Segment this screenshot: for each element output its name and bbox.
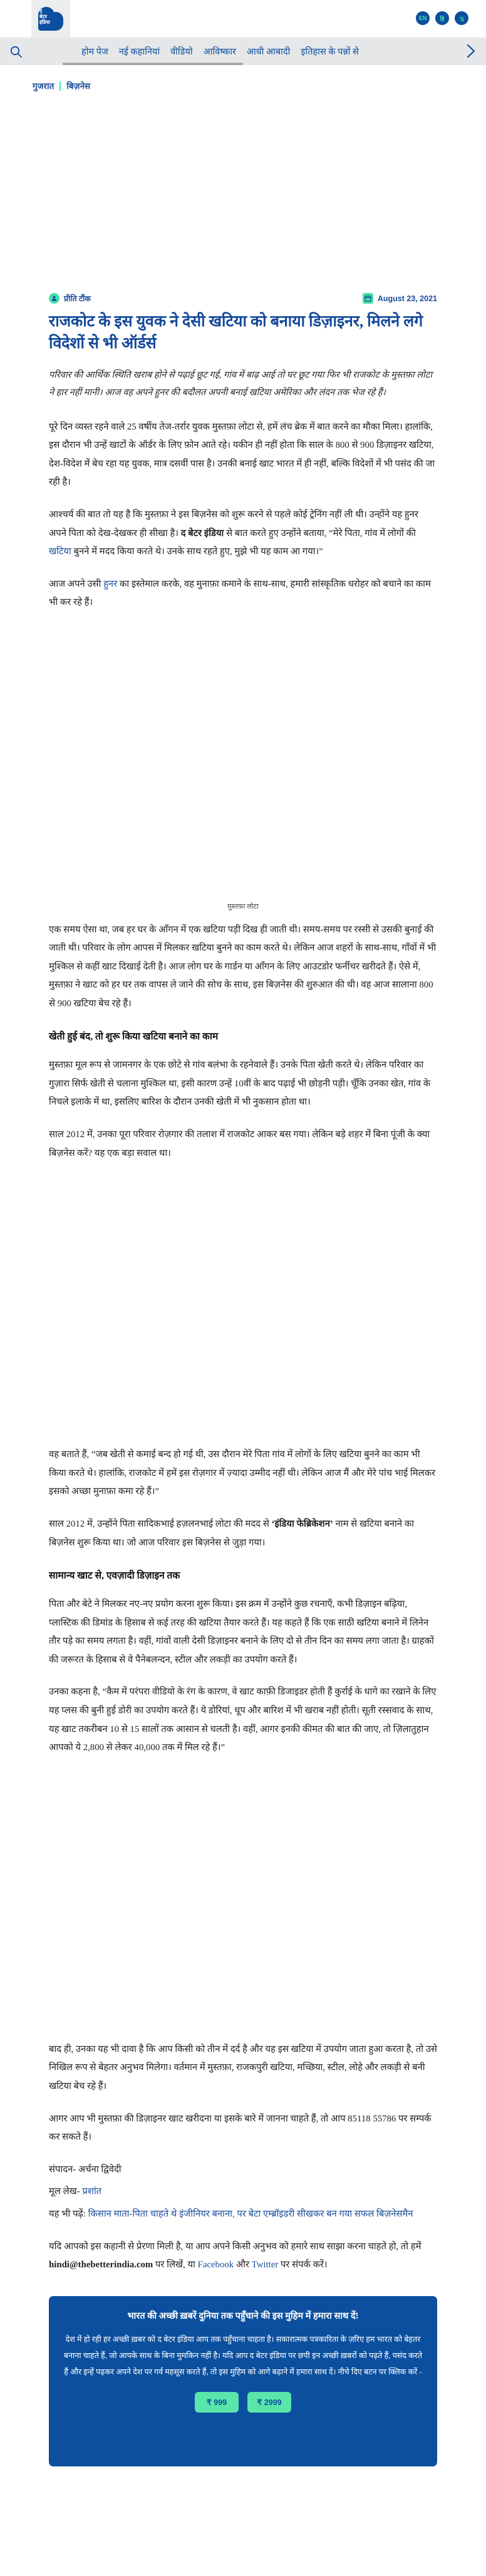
user-icon (49, 293, 59, 304)
contact-text-c: और (234, 2260, 252, 2270)
article-paragraph-4: एक समय ऐसा था, जब हर घर के आँगन में एक खटिया पड़ी दिख ही जाती थी। समय-समय पर रस्सी से उसकी बुनाई की जाती थी। परिवार के लोग आपस में मिलकर खटिया बुनने का काम करते थे। लेकिन आज शहरों के साथ-साथ, गाँवों में भी मुश्किल से कहीं खाट दिखाई देती है। आज लोग घर के गार्डन या आँगन के लिए आउटडोर फर्नीचर खरीदते हैं। ऐसे में, मुस्तफ़ा ने खाट को हर घर तक वापस ले जाने की सोच के साथ, इस बिज़नेस की शुरुआत की थी। वह आज सालाना 800 से 900 खटिया बेच रहे हैं। (49, 924, 437, 1009)
figure-image-1 (49, 626, 437, 895)
article-contact-block (49, 2238, 437, 2275)
article-heading-2: सामान्य खाट से, एवज़ादी डिज़ाइन तक (49, 1570, 180, 1582)
main-navigation (0, 38, 486, 65)
para2-brand: द बेटर इंडिया (180, 528, 224, 538)
read-also-link[interactable]: किसान माता-पिता चाहते थे इंजीनियर बनाना, पर बेटा एम्ब्रॉइडरी सीखकर बन गया सफल बिज़नेसमैन (88, 2208, 413, 2219)
para2-text-d: बुनने में मदद किया करते थे। उनके साथ रहते हुए, मुझे भी यह काम आ गया।” (71, 547, 323, 557)
breadcrumb-category[interactable]: गुजरात (33, 81, 54, 91)
source-credit-link[interactable]: प्रशांत (82, 2187, 102, 2197)
contact-email[interactable]: hindi@thebetterindia.com (49, 2260, 153, 2270)
figure-caption-1: मुस्तफ़ा लोटा (227, 903, 259, 910)
calendar-icon (363, 293, 373, 304)
para8-text-c: नाम से खटिया बनाने का बिज़नेस शुरू किया था। जो आज परिवार इस बिज़नेस से जुड़ा गया। (49, 1519, 414, 1548)
breadcrumb (0, 65, 486, 91)
read-also-label: यह भी पढ़ें: (49, 2208, 88, 2219)
inline-link-hunar[interactable]: हुनर (103, 579, 118, 589)
language-button-hindi[interactable]: हि (435, 11, 449, 25)
cta-buttons (58, 2392, 428, 2413)
para8-text-a: साल 2012 में, उन्होंने पिता सादिकभाई हज़लनभाई लोटा की मदद से (49, 1519, 272, 1530)
article-author[interactable]: प्रीति टौंक (64, 294, 91, 303)
article-heading-1: खेती हुई बंद, तो शुरू किया खटिया बनाने का काम (49, 1031, 219, 1043)
chevron-right-icon[interactable] (466, 43, 476, 62)
language-button-gujarati[interactable]: ગુ (455, 11, 468, 25)
twitter-link[interactable]: Twitter (251, 2260, 279, 2270)
article-editor-credit: संपादन- अर्चना द्विवेदी (49, 2164, 122, 2175)
article-paragraph-5: मुस्तफ़ा मूल रूप से जामनगर के एक छोटे से गांव बलंभा के रहनेवाले हैं। उनके पिता खेती करते थे। लेकिन परिवार का गुज़ारा सिर्फ खेती से चलाना मुश्किल था, इसी कारण उन्हें 10वीं के बाद पढ़ाई भी छोड़नी पड़ी। चूँकि उनका खेत, गांव के निचले इलाके में था, इसलिए बारिश के दौरान उनकी खेती में भी नुकसान होता था। (49, 1060, 431, 1108)
contact-text-a: यदि आपको इस कहानी से प्रेरणा मिली है, या आप अपने किसी अनुभव को हमारे साथ साझा करना चाहते हो, तो हमें (49, 2241, 421, 2252)
para3-text-a: आज अपने उसी (49, 579, 104, 589)
site-header (0, 0, 486, 38)
article-source-credit (49, 2183, 437, 2202)
article-paragraph-9: पिता और बेटे ने मिलकर नए-नए प्रयोग करना शुरू किया। इस क्रम में उन्होंने कुछ रचनाएँ, कभी डिज़ाइन बढ़िया, प्लास्टिक की डिमांड के हिसाब से कई तरह की खटिया तैयार करते हैं। यह कहते हैं कि एक साठी खटिया बनाने में लिनेन तौर पड़े का समय लगता है। वहीं, गांवों वाली देसी डिज़ाइनर बनाने के लिए दो से तीन दिन का समय लगा जाता है। ग्राहकों की जरूरत के हिसाब से वे पैनेबलन्दन, स्टील और लकड़ी का उपयोग करते हैं। (49, 1599, 434, 1665)
source-credit-label: मूल लेख- (49, 2187, 80, 2197)
contact-text-d: पर संपर्क करें। (278, 2260, 328, 2270)
article-excerpt: परिवार की आर्थिक स्थिति खराब होने से पढ़ाई छूट गई, गांव में बाढ़ आई तो घर छूट गया फिर भी राजकोट के मुस्तफ़ा लोटा ने हार नहीं मानी। आज वह अपने हुनर की बदौलत अपनी बनाई खटिया अमेरिका और लंदन तक भेज रहे हैं। (49, 370, 432, 398)
article-paragraph-1: पूरे दिन व्यस्त रहने वाले 25 वर्षीय तेज-तर्रार युवक मुस्तफ़ा लोटा से, हमें लंच ब्रेक में बात करने का मौका मिला। हालांकि, इस दौरान भी उन्हें खाटों के ऑर्डर के लिए फ़ोन आते रहे। यकीन ही नहीं होता कि साल के 800 से 900 डिज़ाइनर खटिया, देश-विदेश में बेच रहा यह युवक, मात्र दसवीं पास है। उनकी बनाई खाट भारत में ही नहीं, बल्कि विदेशों में भी पसंद की जा रही है। (49, 421, 435, 488)
article-paragraph-10: उनका कहना है, “कैम में परंपरा वीडियो के रंग के कारण, वे खाट काफ़ी डिजाइडर होती हैं कुर्राई के धागे का रखाने के लिए यह प्लस की बुनी हुई डोरी का उपयोग करते हैं। ये डोरियां, धूप और बारिश में भी खराब नहीं होती। सूती रस्सवाद के साथ, यह खाट तकरीबन 10 से 15 सालों तक आसान से चलती है। वहीं, आगर इनकी कीमत की बात की जाए, तो ज़िलातुहान आपको ये 2,800 से लेकर 40,000 तक में मिल रहे हैं।” (49, 1687, 437, 1753)
support-cta-box (49, 2296, 437, 2466)
article-paragraph-12: आगर आप भी मुस्तफ़ा की डिज़ाइनर खाट खरीदना या इसके बारे में जानना चाहते हैं, तो आप 85118 55786 पर सम्पर्क कर सकते हैं। (49, 2113, 432, 2143)
article-paragraph-2 (49, 506, 437, 562)
page-title: राजकोट के इस युवक ने देसी खटिया को बनाया डिज़ाइनर, मिलने लगे विदेशों से भी ऑर्डर्स (49, 313, 423, 352)
article-meta (49, 291, 437, 304)
cta-heading: भारत की अच्छी ख़बरें दुनिया तक पहुँचाने की इस मुहिम में हमारा साथ दें! (127, 2311, 359, 2321)
facebook-link[interactable]: Facebook (197, 2260, 234, 2270)
nav-item-new-stories[interactable]: नई कहानियां (118, 47, 160, 57)
para2-text-a: आश्चर्य की बात तो यह है कि मुस्तफ़ा ने इस बिज़नेस को शुरू करने से पहले कोई ट्रेनिंग नहीं ली थी। उन्होंने यह हुनर अपने पिता को देख-देखकर ही सीखा है। (49, 510, 419, 538)
article-paragraph-7: वह बताते हैं, “जब खेती से कमाई बन्द हो गई थी, उस दौरान मेरे पिता गांव में लोगों के लिए खटिया बुनने का काम भी किया करते थे। हालांकि, राजकोट में हमें इस रोज़गार में ज़्यादा उम्मीद नहीं थी। लेकिन आज मैं और मेरे पांच भाई मिलकर इसको अच्छा मुनाफ़ा कमा रहे हैं।” (49, 1450, 436, 1497)
inline-link-khatiya[interactable]: खटिया (49, 547, 71, 557)
search-icon[interactable] (0, 46, 31, 58)
nav-item-women[interactable]: आधी आबादी (246, 47, 291, 57)
cta-footer-space (58, 2413, 428, 2444)
read-also-block (49, 2205, 437, 2224)
logo-line-3: इंडिया (39, 19, 50, 25)
article-paragraph-11: बाद ही, उनका यह भी दावा है कि आप किसी को तीन में दर्द है और यह इस खटिया में उपयोग जाता हुआ करता है, तो उसे निखिल रूप से बेहतर अनुभव मिलेगा। वर्तमान में मुस्तफ़ा, राजकपुरी खटिया, मच्छिया, स्टील, लोहे और लकड़ी से बनी खटिया बेच रहे हैं। (49, 2044, 437, 2091)
nav-item-home[interactable]: होम पेज (81, 47, 108, 57)
article-paragraph-6: साल 2012 में, उनका पूरा परिवार रोज़गार की तलाश में राजकोट आकर बस गया। लेकिन बड़े शहर में बिना पूंजी के क्या बिज़नेस करें? यह एक बड़ा सवाल था। (49, 1130, 430, 1158)
para2-text-c: से बात करते हुए उन्होंने बताया, “मेरे पिता, गांव में लोगों की (224, 528, 416, 538)
article-figure-2 (49, 1177, 437, 1446)
language-button-english[interactable]: EN (416, 11, 430, 25)
hero-image (49, 91, 437, 291)
cta-body: देश में हो रही हर अच्छी ख़बर को द बेटर इंडिया आप तक पहुँचाना चाहता है। सकारात्मक पत्रकारिता के ज़रिए हम भारत को बेहतर बनाना चाहते हैं, जो आपके साथ के बिना मुमकिन नहीं है। यदि आप द बेटर इंडिया पर छपी इन अच्छी ख़बरों को पढ़ते हैं, पसंद करते हैं और इन्हें पढ़कर अपने देश पर गर्व महसूस करते हैं, तो इस मुहिम को आगे बढ़ाने में हमारा साथ दें। नीचे दिए बटन पर क्लिक करें - (63, 2335, 423, 2377)
site-logo[interactable] (31, 0, 70, 39)
article (49, 91, 437, 2473)
donate-999-button[interactable]: ₹ 999 (195, 2392, 239, 2413)
donate-2999-button[interactable]: ₹ 2999 (247, 2392, 291, 2413)
article-figure-3 (49, 1771, 437, 2041)
language-switcher (416, 11, 468, 25)
article-paragraph-8 (49, 1515, 437, 1552)
nav-active-underline (63, 63, 243, 65)
breadcrumb-separator (59, 81, 61, 91)
article-date: August 23, 2021 (377, 294, 437, 303)
nav-links (81, 45, 359, 58)
logo-line-1: द (39, 8, 43, 14)
nav-item-history[interactable]: इतिहास के पन्नों से (301, 47, 359, 57)
article-paragraph-3 (49, 575, 437, 612)
article-figure-1 (49, 626, 437, 912)
logo-heart-icon (37, 6, 65, 33)
breadcrumb-subcategory[interactable]: बिज़नेस (66, 81, 91, 91)
para8-business-name: ‘इंडिया फेब्रिकेशन’ (271, 1519, 333, 1530)
para3-text-b: का इस्तेमाल करके, वह मुनाफ़ा कमाने के साथ-साथ, हमारी सांस्कृतिक धरोहर को बचाने का काम भी कर रहे हैं। (49, 579, 431, 608)
nav-item-innovation[interactable]: आविष्कार (203, 47, 236, 57)
logo-line-2: बेटर (39, 14, 47, 19)
nav-item-videos[interactable]: वीडियो (170, 47, 193, 57)
contact-text-b: पर लिखें, या (153, 2260, 198, 2270)
